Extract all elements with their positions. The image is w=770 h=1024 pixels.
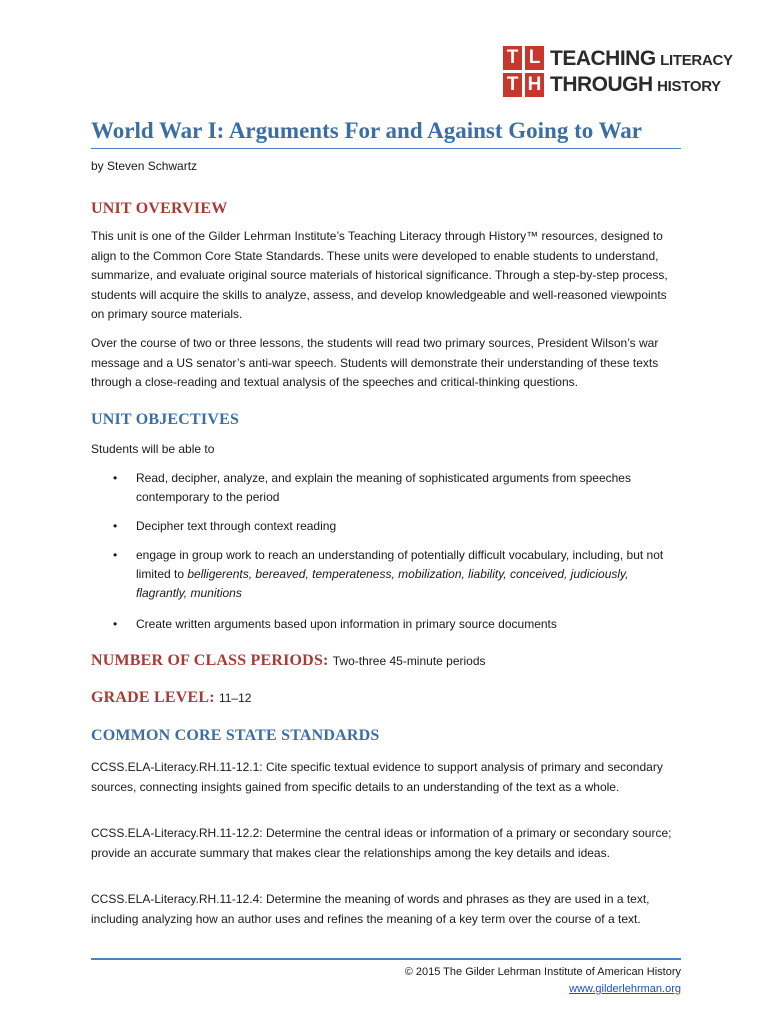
logo-word-teaching: TEACHING <box>550 47 656 70</box>
standard-rh-4: CCSS.ELA-Literacy.RH.11-12.4: Determine the meaning of words and phrases as they are used in a text, including analyzing how an author uses and refines the meaning of a key term over the course of a text. <box>91 892 650 926</box>
objective-text-1: Read, decipher, analyze, and explain the meaning of sophisticated arguments from speeches contemporary to the period <box>136 471 631 504</box>
objectives-intro: Students will be able to <box>91 442 215 456</box>
unit-objectives-heading: UNIT OBJECTIVES <box>91 411 240 428</box>
page-title: World War I: Arguments For and Against Going to War <box>91 118 681 149</box>
list-item: • Decipher text through context reading <box>113 519 337 533</box>
footer-divider <box>91 958 681 960</box>
logo-wordmark <box>550 47 733 99</box>
class-periods-value: Two-three 45-minute periods <box>332 654 486 668</box>
list-item: • engage in group work to reach an understanding of potentially difficult vocabulary, including, but not limited to belligerents, bereaved, temperateness, mobilization, liability, conceived, judiciously, flagrantly, munitions <box>113 548 664 600</box>
overview-paragraph-2: Over the course of two or three lessons, the students will read two primary sources, President Wilson’s war message and a US senator’s anti-war speech. Students will demonstrate their understanding of these texts through a close-reading and textual analysis of the speeches and critical-thinking questions. <box>91 336 659 389</box>
logo-word-literacy: LITERACY <box>660 52 733 69</box>
logo-mark <box>503 46 545 98</box>
overview-paragraph-1: This unit is one of the Gilder Lehrman Institute’s Teaching Literacy through History™ resources, designed to align to the Common Core State Standards. These units were developed to enable students to understand, summarize, and evaluate original source materials of historical significance. Through a step-by-step process, students will acquire the skills to analyze, assess, and develop knowledgeable and well-reasoned viewpoints on primary source materials. <box>91 229 668 321</box>
footer-copyright: © 2015 The Gilder Lehrman Institute of American History <box>404 966 681 978</box>
vocabulary-terms: belligerents, bereaved, temperateness, mobilization, liability, conceived, judiciously, flagrantly, munitions <box>136 567 629 600</box>
standard-rh-2: CCSS.ELA-Literacy.RH.11-12.2: Determine the central ideas or information of a primary or secondary source; provide an accurate summary that makes clear the relationships among the key details and ideas. <box>91 826 672 860</box>
standards-heading: COMMON CORE STATE STANDARDS <box>91 727 380 744</box>
tlth-logo <box>503 46 733 98</box>
objective-text-2: Decipher text through context reading <box>136 519 337 533</box>
grade-level-heading <box>91 689 251 707</box>
logo-word-through: THROUGH <box>550 73 653 96</box>
grade-level-label: GRADE LEVEL: <box>91 689 215 706</box>
objective-text-4: Create written arguments based upon information in primary source documents <box>136 617 557 631</box>
logo-block-h: H <box>525 73 544 97</box>
objective-text-3: engage in group work to reach an understanding of potentially difficult vocabulary, including, but not limited to <box>136 548 664 581</box>
list-item: • Read, decipher, analyze, and explain the meaning of sophisticated arguments from speeches contemporary to the period <box>113 471 631 504</box>
unit-overview-heading: UNIT OVERVIEW <box>91 200 228 217</box>
logo-word-history: HISTORY <box>657 78 721 95</box>
logo-block-t2: T <box>503 73 522 97</box>
standard-rh-1: CCSS.ELA-Literacy.RH.11-12.1: Cite specific textual evidence to support analysis of primary and secondary sources, connecting insights gained from specific details to an understanding of the text as a whole. <box>91 760 663 794</box>
logo-block-l: L <box>525 46 544 70</box>
grade-level-value: 11–12 <box>218 691 252 705</box>
class-periods-heading <box>91 652 486 670</box>
author-byline: by Steven Schwartz <box>91 159 198 173</box>
list-item: • Create written arguments based upon information in primary source documents <box>113 617 557 631</box>
logo-block-t1: T <box>503 46 522 70</box>
footer-website-link[interactable]: www.gilderlehrman.org <box>569 983 681 995</box>
class-periods-label: NUMBER OF CLASS PERIODS: <box>91 652 329 669</box>
